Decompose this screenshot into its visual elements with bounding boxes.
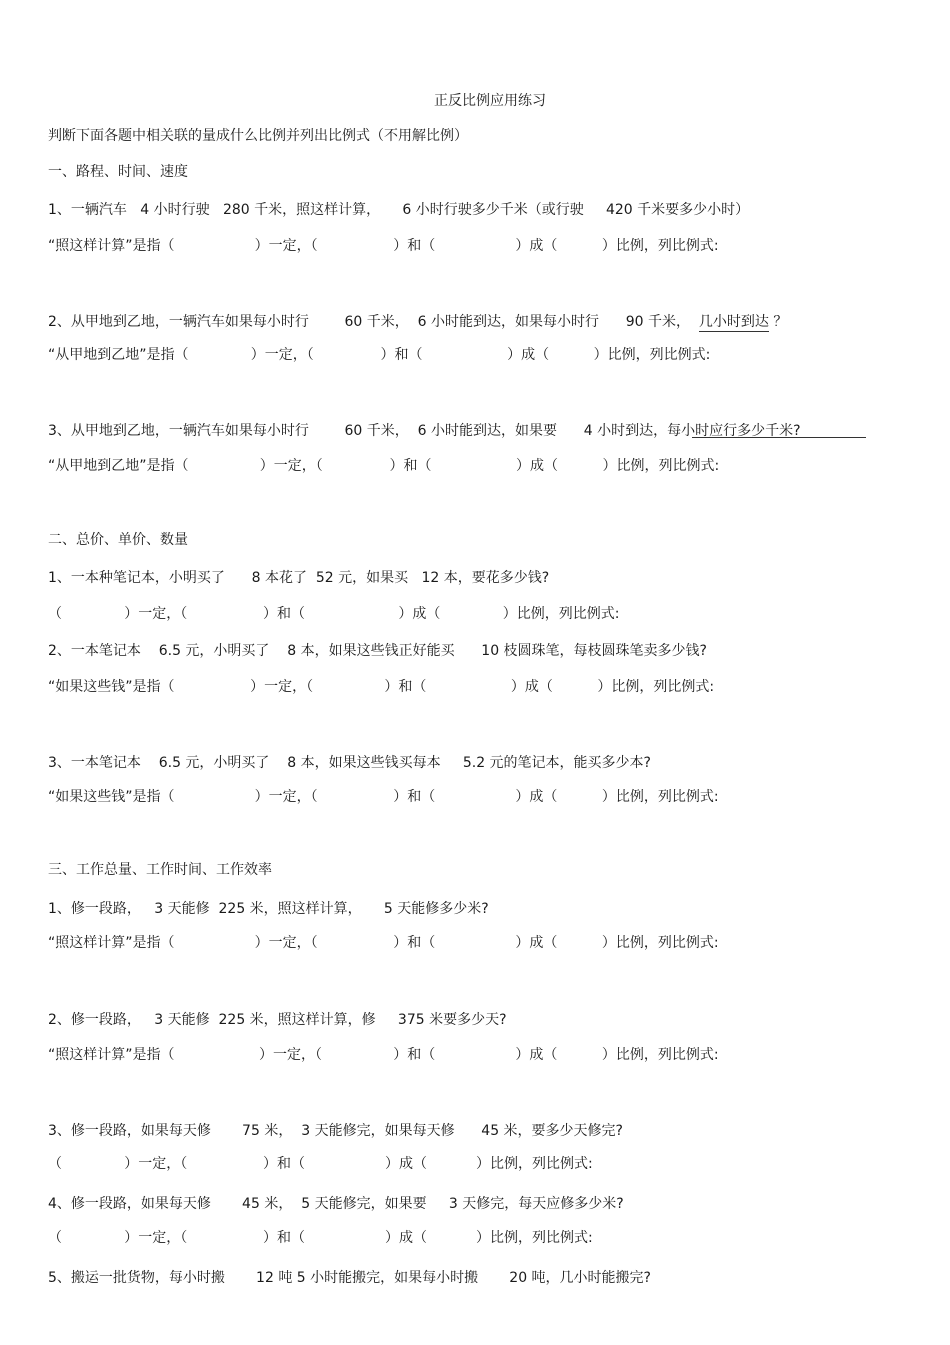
underlined-phrase: 小时应行多少千米? [681,423,801,439]
question-text: 3、从甲地到乙地，一辆汽车如果每小时行 60 千米， 6 小时能到达，如果要 4 小时到达，每 [48,423,682,439]
answer-line-2-1: （ ）一定，（ ）和（ ）成（ ）比例，列比例式: [48,606,620,622]
question-3-2: 2、修一段路， 3 天能修 225 米，照这样计算，修 375 米要多少天? [48,1012,507,1028]
instruction: 判断下面各题中相关联的量成什么比例并列出比例式（不用解比例） [48,128,468,144]
answer-line-1-2: “从甲地到乙地”是指（ ）一定，（ ）和（ ）成（ ）比例，列比例式: [48,347,711,363]
answer-line-3-1: “照这样计算”是指（ ）一定，（ ）和（ ）成（ ）比例，列比例式: [48,935,719,951]
answer-line-3-3: （ ）一定，（ ）和（ ）成（ ）比例，列比例式: [48,1156,593,1172]
question-1-1: 1、一辆汽车 4 小时行驶 280 千米，照这样计算， 6 小时行驶多少千米（或行驶 420 千米要多少小时） [48,202,750,218]
underlined-phrase: 几小时到达 [698,314,769,330]
answer-line-1-1: “照这样计算”是指（ ）一定，（ ）和（ ）成（ ）比例，列比例式: [48,238,719,254]
question-text: ？ [768,314,788,330]
question-text: 2、从甲地到乙地，一辆汽车如果每小时行 60 千米， 6 小时能到达，如果每小时行 90 千米， [48,314,699,330]
question-2-3: 3、一本笔记本 6.5 元，小明买了 8 本，如果这些钱买每本 5.2 元的笔记本，能买多少本? [48,755,651,771]
question-3-1: 1、修一段路， 3 天能修 225 米，照这样计算， 5 天能修多少米? [48,901,489,917]
question-2-2: 2、一本笔记本 6.5 元，小明买了 8 本，如果这些钱正好能买 10 枝圆珠笔，每枝圆珠笔卖多少钱? [48,643,707,659]
section-heading-3: 三、工作总量、工作时间、工作效率 [48,862,272,878]
answer-line-2-3: “如果这些钱”是指（ ）一定，（ ）和（ ）成（ ）比例，列比例式: [48,789,719,805]
answer-line-3-4: （ ）一定，（ ）和（ ）成（ ）比例，列比例式: [48,1230,593,1246]
answer-line-1-3: “从甲地到乙地”是指（ ）一定，（ ）和（ ）成（ ）比例，列比例式: [48,458,720,474]
question-3-5: 5、搬运一批货物，每小时搬 12 吨 5 小时能搬完，如果每小时搬 20 吨，几小时能搬完? [48,1270,651,1286]
question-1-2 [48,313,787,331]
section-heading-2: 二、总价、单价、数量 [48,532,188,548]
answer-line-2-2: “如果这些钱”是指（ ）一定，（ ）和（ ）成（ ）比例，列比例式: [48,679,715,695]
question-2-1: 1、一本种笔记本，小明买了 8 本花了 52 元，如果买 12 本，要花多少钱? [48,570,550,586]
section-heading-1: 一、路程、时间、速度 [48,164,188,180]
question-3-3: 3、修一段路，如果每天修 75 米， 3 天能修完，如果每天修 45 米，要多少天修完? [48,1123,623,1139]
page-title: 正反比例应用练习 [434,93,546,109]
question-1-3 [48,422,801,440]
answer-line-3-2: “照这样计算”是指（ ）一定，（ ）和（ ）成（ ）比例，列比例式: [48,1047,719,1063]
underline-rule [692,437,866,438]
question-3-4: 4、修一段路，如果每天修 45 米， 5 天能修完，如果要 3 天修完，每天应修多少米? [48,1196,624,1212]
